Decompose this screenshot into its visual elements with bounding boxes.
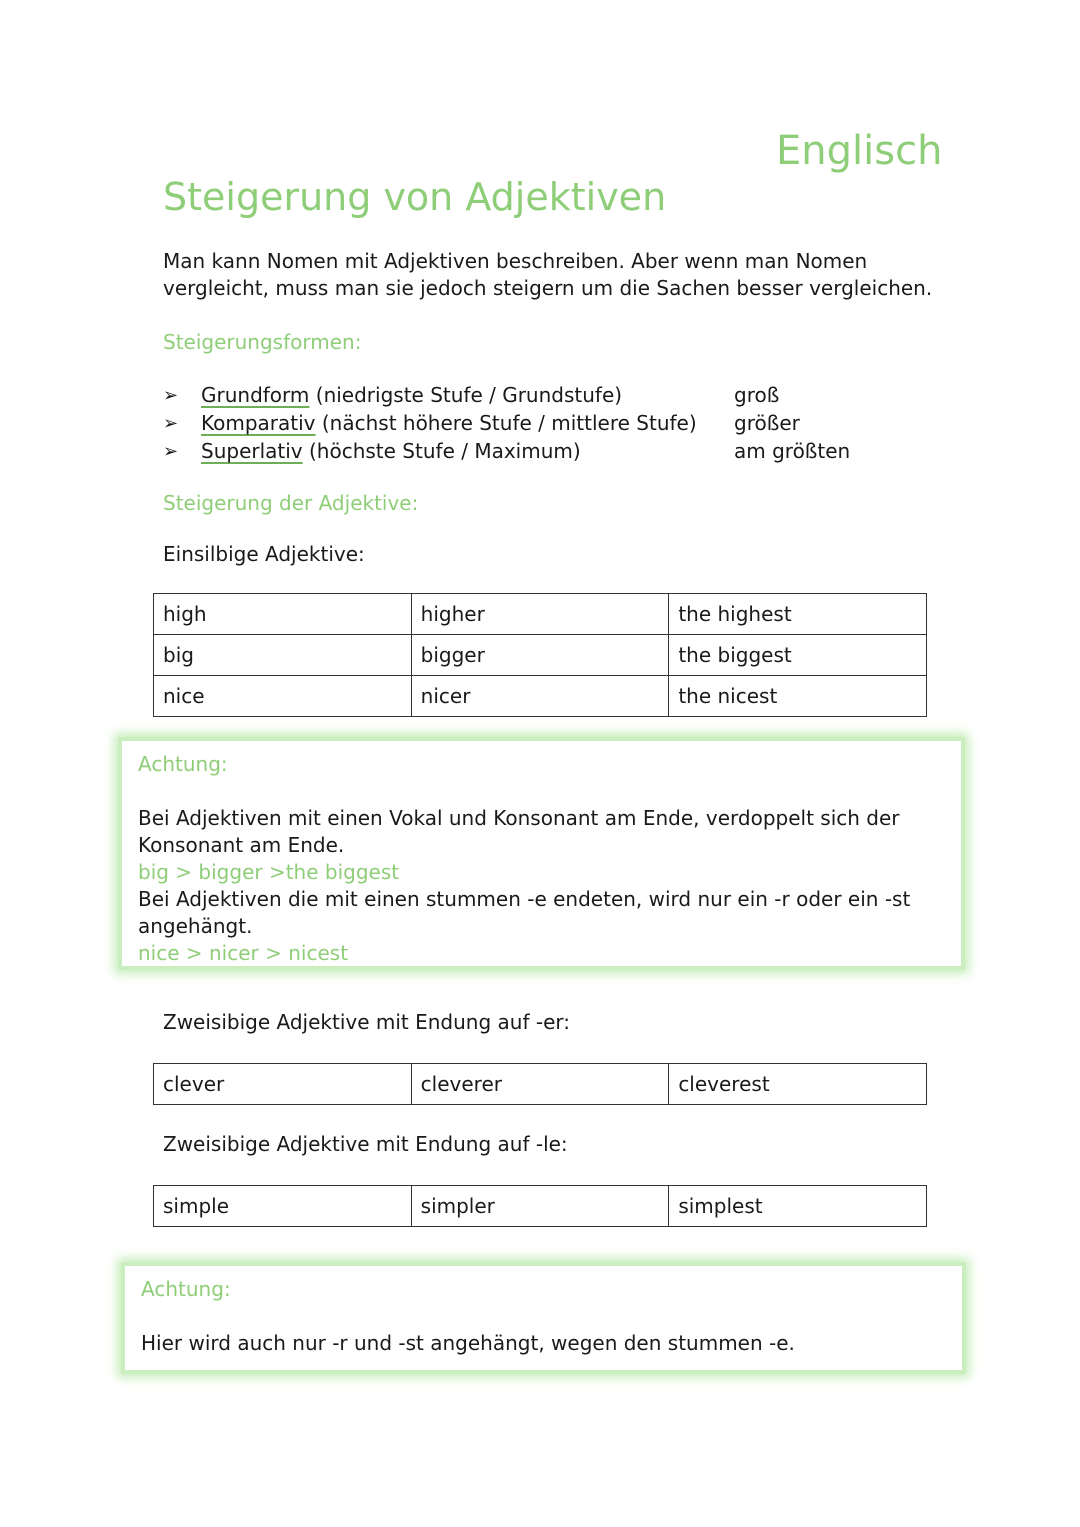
zweisilbig-er-table — [153, 1063, 927, 1105]
table-cell: the highest — [669, 594, 927, 635]
form-example: groß — [734, 383, 780, 407]
table-cell: nice — [154, 676, 412, 717]
table-row — [154, 1064, 927, 1105]
table-cell: the biggest — [669, 635, 927, 676]
attention-example: big > bigger >the biggest — [138, 860, 400, 884]
table-cell: simple — [154, 1186, 412, 1227]
attention-box-2 — [121, 1262, 966, 1374]
arrow-bullet-icon: ➢ — [163, 412, 179, 434]
zweisilbig-le-heading: Zweisibige Adjektive mit Endung auf -le: — [163, 1132, 568, 1156]
page-title: Steigerung von Adjektiven — [163, 175, 667, 219]
attention-box — [118, 737, 965, 970]
form-term: Komparativ — [201, 411, 316, 435]
form-row-grundform — [163, 381, 923, 409]
table-cell: clever — [154, 1064, 412, 1105]
einsilbig-table — [153, 593, 927, 717]
form-term: Superlativ — [201, 439, 303, 463]
table-cell: cleverest — [669, 1064, 927, 1105]
table-row — [154, 594, 927, 635]
attention-heading: Achtung: — [141, 1277, 231, 1301]
zweisilbig-er-heading: Zweisibige Adjektive mit Endung auf -er: — [163, 1010, 570, 1034]
attention-text: Hier wird auch nur -r und -st angehängt, wegen den stummen -e. — [141, 1331, 795, 1355]
attention-heading: Achtung: — [138, 752, 228, 776]
form-row-superlativ — [163, 437, 923, 465]
subject-label: Englisch — [776, 128, 943, 174]
arrow-bullet-icon: ➢ — [163, 440, 179, 462]
attention-text: Bei Adjektiven die mit einen stummen -e endeten, wird nur ein -r oder ein -st angehängt. — [138, 887, 911, 938]
steigerung-heading: Steigerung der Adjektive: — [163, 491, 419, 515]
forms-list — [163, 381, 923, 465]
table-cell: high — [154, 594, 412, 635]
form-term: Grundform — [201, 383, 310, 407]
table-cell: bigger — [411, 635, 669, 676]
attention-text: Bei Adjektiven mit einen Vokal und Konsonant am Ende, verdoppelt sich der Konsonant am Ende. — [138, 806, 900, 857]
form-example: am größten — [734, 439, 851, 463]
form-row-komparativ — [163, 409, 923, 437]
form-example: größer — [734, 411, 800, 435]
forms-heading: Steigerungsformen: — [163, 330, 362, 354]
intro-paragraph: Man kann Nomen mit Adjektiven beschreiben. Aber wenn man Nomen vergleicht, muss man sie jedoch steigern um die Sachen besser vergleichen. — [163, 249, 933, 300]
form-desc: (höchste Stufe / Maximum) — [302, 439, 581, 463]
table-cell: big — [154, 635, 412, 676]
table-cell: higher — [411, 594, 669, 635]
table-cell: simpler — [411, 1186, 669, 1227]
zweisilbig-le-table — [153, 1185, 927, 1227]
table-cell: simplest — [669, 1186, 927, 1227]
arrow-bullet-icon: ➢ — [163, 384, 179, 406]
table-cell: cleverer — [411, 1064, 669, 1105]
attention-example: nice > nicer > nicest — [138, 941, 349, 965]
table-row — [154, 635, 927, 676]
table-cell: nicer — [411, 676, 669, 717]
table-row — [154, 676, 927, 717]
form-desc: (nächst höhere Stufe / mittlere Stufe) — [315, 411, 697, 435]
einsilbig-heading: Einsilbige Adjektive: — [163, 542, 365, 566]
table-cell: the nicest — [669, 676, 927, 717]
table-row — [154, 1186, 927, 1227]
form-desc: (niedrigste Stufe / Grundstufe) — [309, 383, 623, 407]
